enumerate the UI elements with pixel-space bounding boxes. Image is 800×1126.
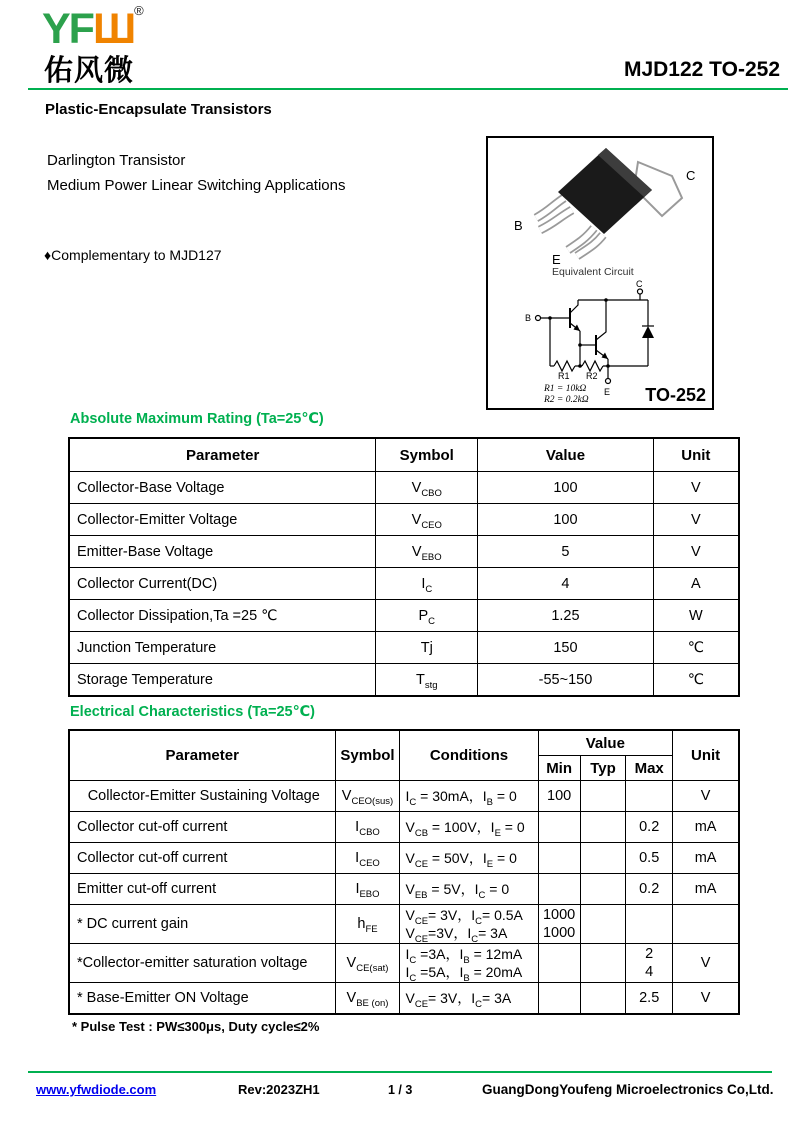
unit-cell: V (653, 472, 739, 504)
symbol-cell: $I_C$ (376, 568, 478, 600)
unit-cell: V (673, 944, 739, 983)
typ-cell (580, 944, 626, 983)
absolute-maximum-rating-table (68, 437, 740, 697)
conditions-cell: $V_{EB} = 5V$，$I_C = 0$ (400, 874, 538, 905)
max-cell: 0.5 (626, 843, 673, 874)
table-row (69, 536, 739, 568)
col-header-conditions: Conditions (400, 730, 538, 781)
table-row (69, 983, 739, 1015)
revision-label: Rev:2023ZH1 (238, 1082, 320, 1097)
company-name: GuangDongYoufeng Microelectronics Co,Ltd. (482, 1082, 774, 1097)
resistor-r2-label: R2 (586, 371, 598, 381)
table-row (69, 568, 739, 600)
max-cell: 2 4 (626, 944, 673, 983)
table-header-row (69, 438, 739, 472)
description-line: Darlington Transistor (47, 152, 186, 169)
circuit-pin-e: E (604, 387, 611, 397)
symbol-cell: $V_{CE(sat)}$ (335, 944, 400, 983)
description-line: Medium Power Linear Switching Applications (47, 177, 346, 194)
footer-divider (28, 1071, 772, 1073)
col-header-max: Max (626, 756, 673, 781)
parameter-cell: Collector cut-off current (69, 843, 335, 874)
col-header-value: Value (478, 438, 654, 472)
resistor-r1-label: R1 (558, 371, 570, 381)
typ-cell (580, 874, 626, 905)
col-header-unit: Unit (653, 438, 739, 472)
pin-label-e: E (552, 252, 561, 266)
parameter-cell: Collector cut-off current (69, 812, 335, 843)
table-row (69, 664, 739, 697)
unit-cell: W (653, 600, 739, 632)
min-cell (538, 944, 580, 983)
table-row (69, 781, 739, 812)
parameter-cell: *Collector-emitter saturation voltage (69, 944, 335, 983)
value-cell: 1.25 (478, 600, 654, 632)
value-cell: 4 (478, 568, 654, 600)
table-row (69, 504, 739, 536)
typ-cell (580, 905, 626, 944)
unit-cell: V (653, 504, 739, 536)
unit-cell: V (673, 781, 739, 812)
symbol-cell: $V_{CEO(sus)}$ (335, 781, 400, 812)
typ-cell (580, 983, 626, 1015)
max-cell: 0.2 (626, 812, 673, 843)
min-cell: 100 (538, 781, 580, 812)
symbol-cell: $V_{CBO}$ (376, 472, 478, 504)
col-header-parameter: Parameter (69, 730, 335, 781)
pulse-test-footnote: * Pulse Test : PW≤300μs, Duty cycle≤2% (72, 1019, 320, 1034)
pin-label-c: C (686, 168, 696, 183)
table-row (69, 812, 739, 843)
typ-cell (580, 843, 626, 874)
company-logo (42, 4, 144, 51)
parameter-cell: Collector Dissipation,Ta =25 ℃ (69, 600, 376, 632)
unit-cell: A (653, 568, 739, 600)
registered-mark-icon: ® (134, 3, 144, 18)
equivalent-circuit-label: Equivalent Circuit (552, 266, 634, 278)
document-subtitle: Plastic-Encapsulate Transistors (45, 101, 272, 118)
min-cell (538, 812, 580, 843)
typ-cell (580, 812, 626, 843)
package-figure-box (486, 136, 714, 410)
to252-package-image (490, 140, 708, 266)
unit-cell: mA (673, 874, 739, 905)
parameter-cell: Collector Current(DC) (69, 568, 376, 600)
col-header-value: Value (538, 730, 673, 756)
resistor-r2-value: R2 = 0.2kΩ (544, 395, 589, 404)
max-cell: 0.2 (626, 874, 673, 905)
elec-char-heading: Electrical Characteristics (Ta=25℃) (70, 704, 315, 720)
parameter-cell: * Base-Emitter ON Voltage (69, 983, 335, 1015)
value-cell: 100 (478, 472, 654, 504)
conditions-cell: $I_C = 30mA$，$I_B = 0$ (400, 781, 538, 812)
symbol-cell: $I_{CEO}$ (335, 843, 400, 874)
col-header-symbol: Symbol (376, 438, 478, 472)
parameter-cell: * DC current gain (69, 905, 335, 944)
table-row (69, 600, 739, 632)
parameter-cell: Storage Temperature (69, 664, 376, 697)
unit-cell: V (673, 983, 739, 1015)
col-header-parameter: Parameter (69, 438, 376, 472)
conditions-cell: $V_{CE} = 50V$，$I_E = 0$ (400, 843, 538, 874)
unit-cell: ℃ (653, 632, 739, 664)
symbol-cell: $I_{CBO}$ (335, 812, 400, 843)
symbol-cell: $V_{EBO}$ (376, 536, 478, 568)
logo-yf: YF (42, 5, 93, 53)
max-cell: 2.5 (626, 983, 673, 1015)
table-row (69, 843, 739, 874)
value-cell: 150 (478, 632, 654, 664)
max-cell (626, 781, 673, 812)
value-cell: 100 (478, 504, 654, 536)
table-row (69, 632, 739, 664)
table-row (69, 874, 739, 905)
value-cell: -55~150 (478, 664, 654, 697)
min-cell: 1000 1000 (538, 905, 580, 944)
package-name: TO-252 (645, 385, 706, 405)
symbol-cell: Tj (376, 632, 478, 664)
circuit-pin-b: B (525, 313, 532, 323)
parameter-cell: Emitter cut-off current (69, 874, 335, 905)
min-cell (538, 983, 580, 1015)
circuit-pin-c: C (636, 279, 643, 289)
unit-cell: ℃ (653, 664, 739, 697)
page-number: 1 / 3 (388, 1083, 413, 1097)
value-cell: 5 (478, 536, 654, 568)
header-divider (28, 88, 788, 90)
parameter-cell: Collector-Emitter Voltage (69, 504, 376, 536)
logo-w: Ш (92, 5, 135, 53)
parameter-cell: Emitter-Base Voltage (69, 536, 376, 568)
col-header-typ: Typ (580, 756, 626, 781)
unit-cell (673, 905, 739, 944)
website-link[interactable]: www.yfwdiode.com (36, 1082, 157, 1097)
conditions-cell: $V_{CE}= 3V$，$I_C= 3A$ (400, 983, 538, 1015)
page-title: MJD122 TO-252 (623, 58, 780, 81)
company-logo-chinese: 佑风微 (44, 55, 135, 87)
table-row (69, 472, 739, 504)
table-header-row (69, 730, 739, 756)
conditions-cell: $I_C =3A$，$I_B = 12mA$ $I_C =5A$，$I_B = 20mA$ (400, 944, 538, 983)
max-cell (626, 905, 673, 944)
elec-table-body (69, 781, 739, 1015)
table-row (69, 905, 739, 944)
symbol-cell: $P_C$ (376, 600, 478, 632)
col-header-symbol: Symbol (335, 730, 400, 781)
symbol-cell: $V_{BE (on)}$ (335, 983, 400, 1015)
symbol-cell: $T_{stg}$ (376, 664, 478, 697)
conditions-cell: $V_{CB} = 100V$，$I_E = 0$ (400, 812, 538, 843)
min-cell (538, 843, 580, 874)
feature-bullet: ♦Complementary to MJD127 (44, 247, 222, 263)
parameter-cell: Junction Temperature (69, 632, 376, 664)
symbol-cell: $I_{EBO}$ (335, 874, 400, 905)
unit-cell: mA (673, 843, 739, 874)
electrical-characteristics-table (68, 729, 740, 1015)
resistor-r1-value: R1 = 10kΩ (544, 384, 587, 394)
unit-cell: mA (673, 812, 739, 843)
abs-max-heading: Absolute Maximum Rating (Ta=25℃) (70, 411, 324, 427)
symbol-cell: $V_{CEO}$ (376, 504, 478, 536)
unit-cell: V (653, 536, 739, 568)
typ-cell (580, 781, 626, 812)
min-cell (538, 874, 580, 905)
table-row (69, 944, 739, 983)
symbol-cell: $h_{FE}$ (335, 905, 400, 944)
pin-label-b: B (514, 218, 523, 233)
col-header-min: Min (538, 756, 580, 781)
parameter-cell: Collector-Base Voltage (69, 472, 376, 504)
abs-max-table-body (69, 472, 739, 697)
parameter-cell: Collector-Emitter Sustaining Voltage (69, 781, 335, 812)
col-header-unit: Unit (673, 730, 739, 781)
conditions-cell: $V_{CE}= 3V$，$I_C= 0.5A$ $V_{CE}=3V$，$I_C= 3A$ (400, 905, 538, 944)
